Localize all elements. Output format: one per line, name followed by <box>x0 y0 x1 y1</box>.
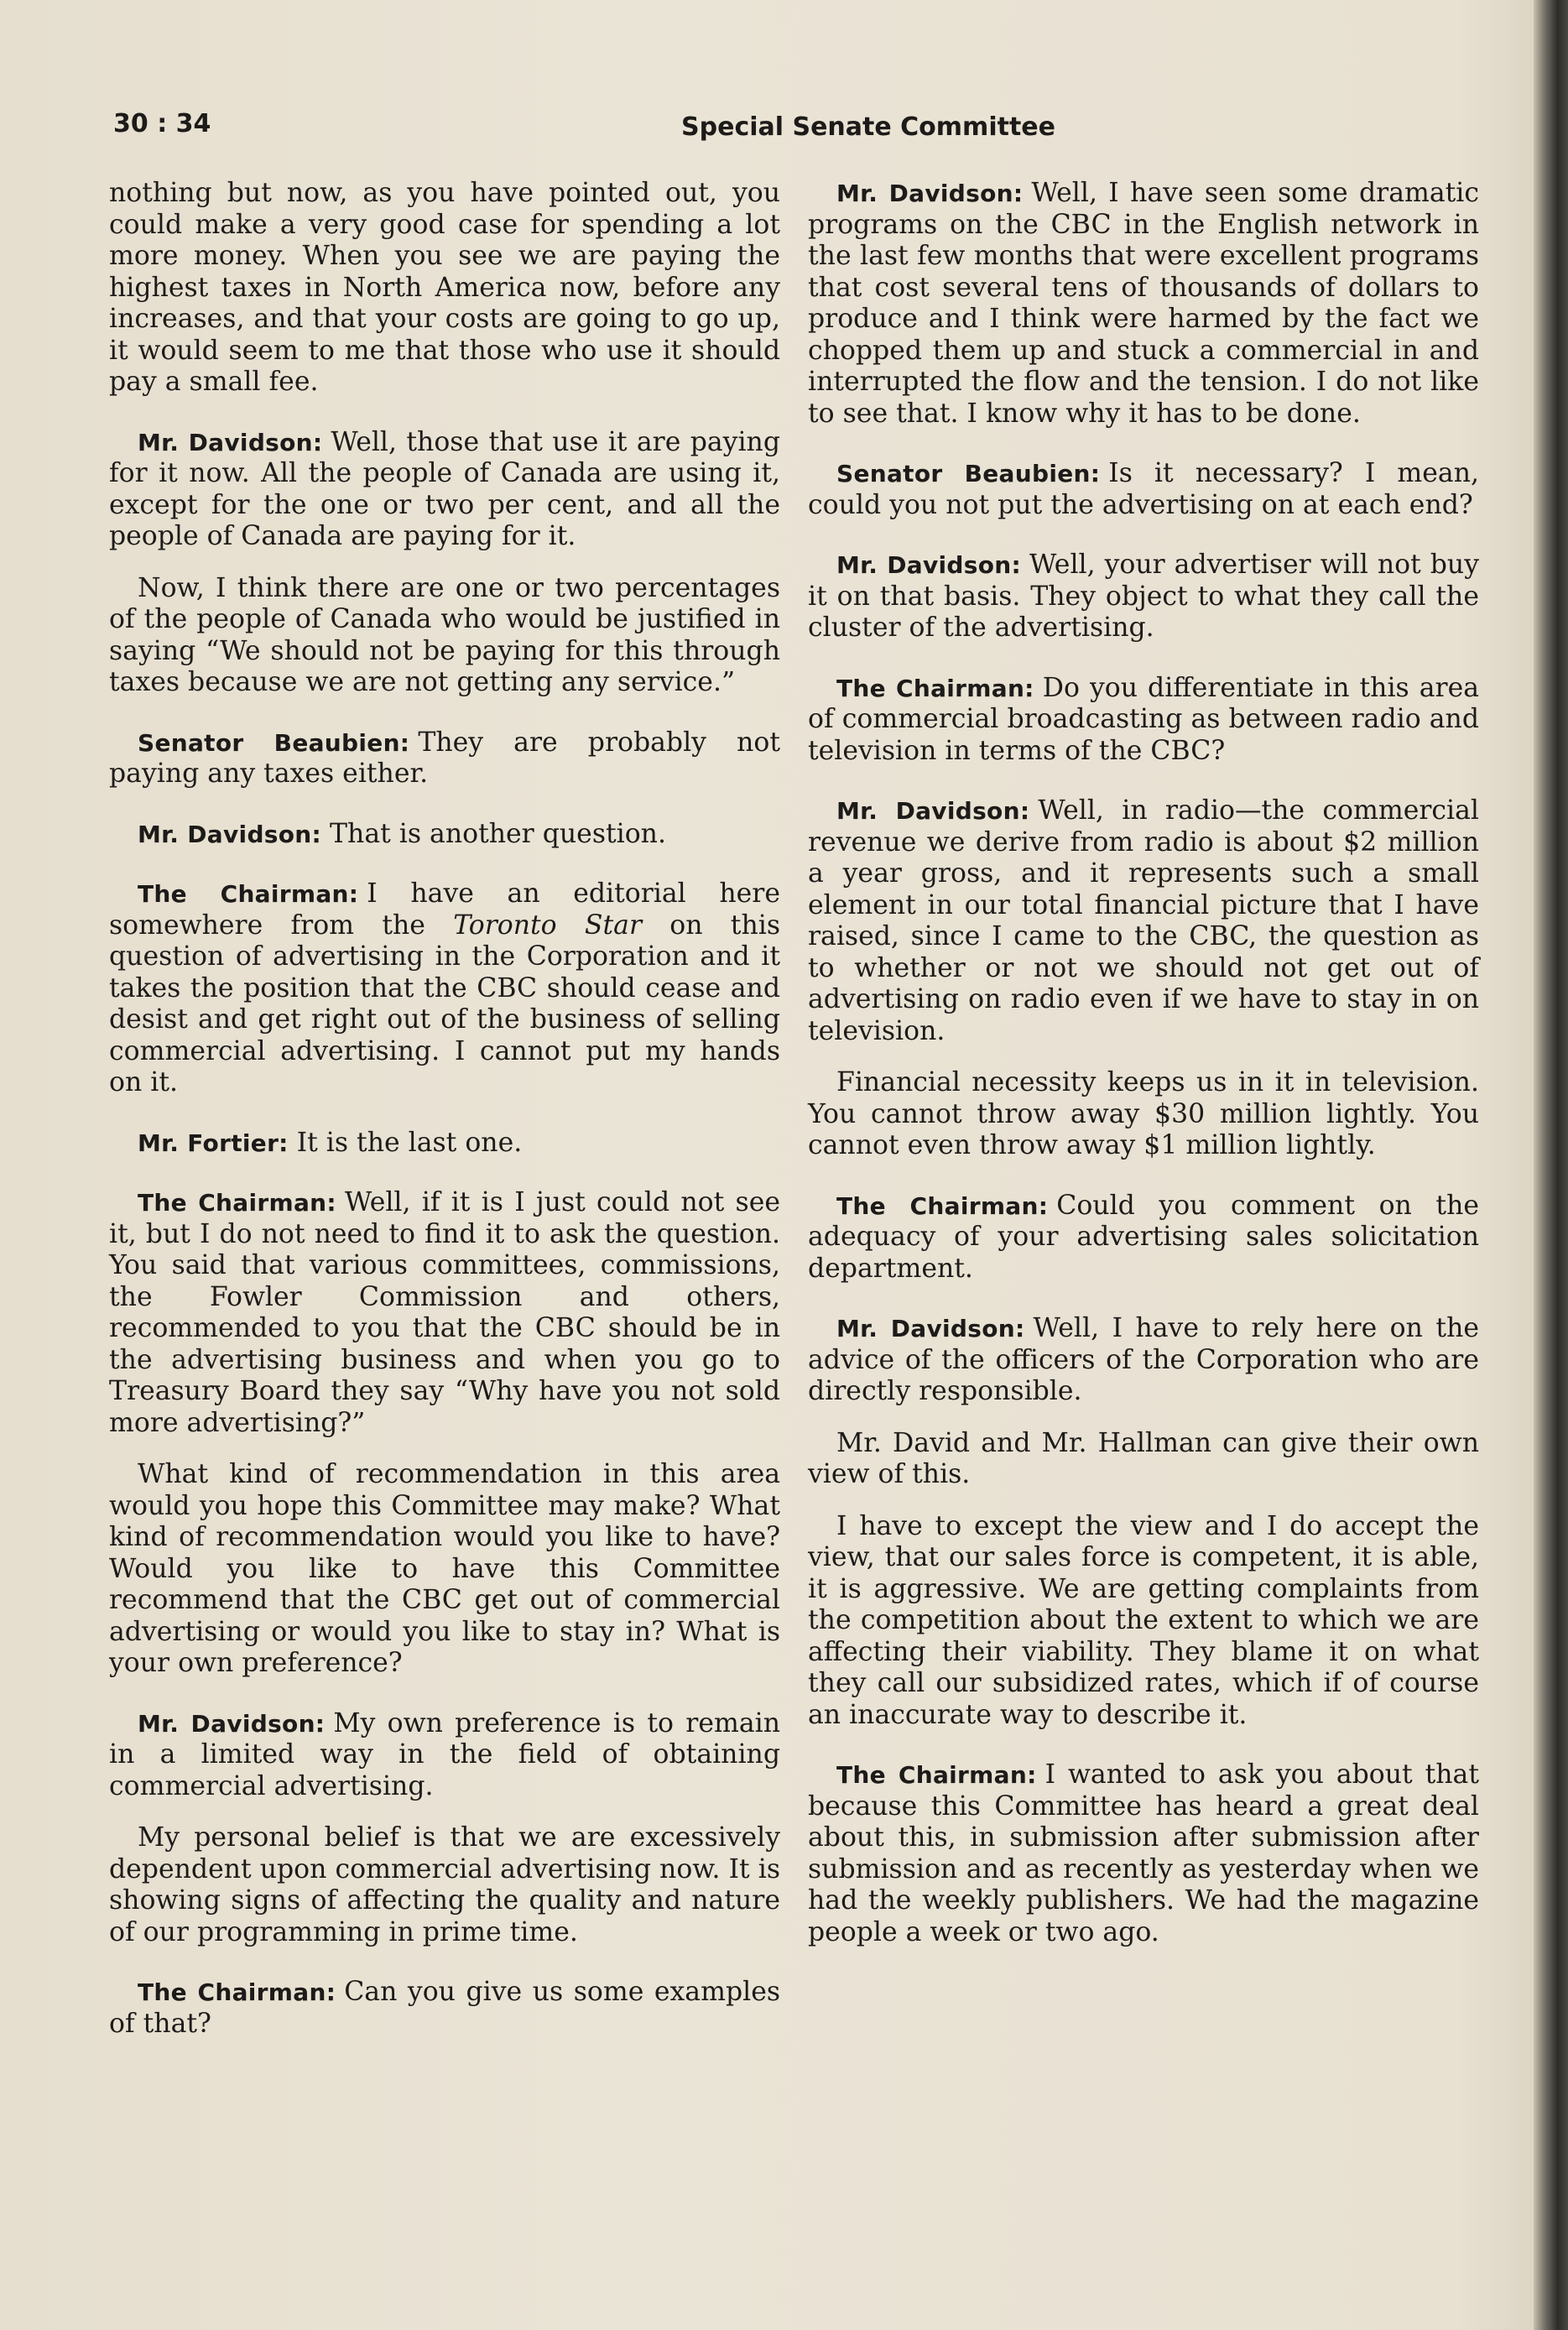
speaker-name: The Chairman: <box>836 1761 1037 1789</box>
speaker-name: The Chairman: <box>138 880 359 908</box>
paragraph-text: My own preference is to remain in a limited way in the field of obtaining commercial advertising. <box>109 1707 781 1801</box>
speaker-name: Senator Beaubien: <box>138 728 410 757</box>
paragraph <box>808 1759 1479 1948</box>
paragraph <box>808 1067 1479 1162</box>
paragraph <box>109 1822 780 1948</box>
paragraph-text: I wanted to ask you about that because this Committee has heard a great deal about this, in submission after submission after submission and as recently as yesterday when we had the weekly publishers. We had the magazine people a week or two ago. <box>808 1759 1480 1947</box>
speaker-name: The Chairman: <box>836 674 1034 702</box>
speaker-name: Mr. Davidson: <box>836 1315 1025 1342</box>
speaker-name: The Chairman: <box>138 1978 336 2006</box>
paragraph <box>109 727 780 790</box>
paragraph <box>109 1128 780 1160</box>
right-column <box>808 178 1479 1968</box>
paragraph-text: Well, in radio—the commercial revenue we derive from radio is about $2 million a year gross, and it represents such a small element in our total financial picture that I have raised, since I came to the CBC, the question as to whether or not we should not get out of advertising on radio even if we have to stay in on television. <box>808 795 1479 1046</box>
paragraph-text: nothing but now, as you have pointed out, you could make a very good case for spending a lot more money. When you see we are paying the highest taxes in North America now, before any increases, and that your costs are going to go up, it would seem to me that those who use it should pay a small fee. <box>109 178 780 397</box>
paragraph <box>808 1511 1479 1732</box>
page-number: 30 : 34 <box>113 109 211 138</box>
paragraph-text: They are probably not paying any taxes either. <box>109 727 780 789</box>
paragraph-text: Well, I have to rely here on the advice of the officers of the Corporation who are directly responsible. <box>808 1313 1479 1406</box>
paragraph-text: Is it necessary? I mean, could you not put the advertising on at each end? <box>808 458 1479 520</box>
paragraph <box>109 1708 780 1803</box>
paragraph <box>109 878 780 1099</box>
speaker-name: Mr. Davidson: <box>138 428 323 456</box>
paragraph <box>808 178 1479 430</box>
paragraph-text: Could you comment on the adequacy of your advertising sales solicitation department. <box>808 1190 1479 1284</box>
paragraph <box>109 1187 780 1439</box>
paragraph-text: My personal belief is that we are excessively dependent upon commercial advertising now. It is showing signs of affecting the quality and nature of our programming in prime time. <box>109 1822 780 1947</box>
paragraph-text: Now, I think there are one or two percentages of the people of Canada who would be justified in saying “We should not be paying for this through taxes because we are not getting any service.” <box>109 572 780 697</box>
paragraph-text: That is another question. <box>330 818 666 849</box>
paragraph <box>808 795 1479 1047</box>
paragraph <box>109 1459 780 1680</box>
paragraph <box>109 819 780 851</box>
running-title: Special Senate Committee <box>681 112 1055 142</box>
paragraph-text: Do you differentiate in this area of commercial broadcasting as between radio and television in terms of the CBC? <box>808 672 1480 766</box>
left-column <box>109 178 780 2060</box>
paragraph-text: What kind of recommendation in this area would you hope this Committee may make? What kind of recommendation would you like to have? Would you like to have this Committee recommend that the CBC get out of commercial advertising or would you like to stay in? What is your own preference? <box>109 1459 780 1678</box>
paragraph <box>109 573 780 699</box>
paragraph <box>808 1191 1479 1285</box>
paragraph-text: It is the last one. <box>296 1127 523 1158</box>
paragraph-text: I have an editorial here somewhere from the <box>109 878 781 941</box>
paragraph <box>808 1313 1479 1408</box>
speaker-name: Senator Beaubien: <box>836 460 1101 487</box>
speaker-name: The Chairman: <box>836 1191 1049 1220</box>
paragraph-text: Well, I have seen some dramatic programs on the CBC in the English network in the last few months that were excellent programs that cost several tens of thousands of dollars to produce and I think were harmed by the fact we chopped them up and stuck a commercial in and interrupted the flow and the tension. I do not like to see that. I know why it has to be done. <box>808 178 1480 429</box>
paragraph <box>808 1428 1479 1491</box>
paragraph-text: Well, if it is I just could not see it, but I do not need to find it to ask the question. You said that various committees, commissions, the Fowler Commission and others, recommended to you that the CBC should be in the advertising business and when you go to Treasury Board they say “Why have you not sold more advertising?” <box>109 1187 780 1438</box>
speaker-name: Mr. Fortier: <box>138 1129 289 1157</box>
paragraph-text: Mr. David and Mr. Hallman can give their own view of this. <box>808 1427 1479 1489</box>
paragraph <box>808 550 1479 644</box>
speaker-name: Mr. Davidson: <box>138 1709 326 1738</box>
speaker-name: Mr. Davidson: <box>836 180 1024 207</box>
paragraph-text: Well, those that use it are paying for it now. All the people of Canada are using it, except for the one or two per cent, and all the people of Canada are paying for it. <box>109 426 780 551</box>
speaker-name: The Chairman: <box>138 1189 336 1217</box>
paragraph <box>109 178 780 399</box>
paragraph <box>808 458 1479 521</box>
paragraph <box>808 673 1479 768</box>
paragraph-text: Financial necessity keeps us in it in television. You cannot throw away $30 million lightly. You cannot even throw away $1 million lightly. <box>808 1067 1479 1160</box>
speaker-name: Mr. Davidson: <box>836 797 1030 825</box>
speaker-name: Mr. Davidson: <box>836 551 1021 579</box>
paragraph-text: on this question of advertising in the Corporation and it takes the position that the CBC should cease and desist and get right out of the business of selling commercial advertising. I cannot put my hands on it. <box>109 910 780 1097</box>
paragraph-text: Can you give us some examples of that? <box>109 1977 780 2039</box>
paragraph <box>109 1977 780 2040</box>
paragraph-text: I have to except the view and I do accept the view, that our sales force is competent, it is able, it is aggressive. We are getting complaints from the competition about the extent to which we are affecting their viability. They blame it on what they call our subsidized rates, which if of course an inaccurate way to describe it. <box>808 1510 1479 1730</box>
paragraph <box>109 427 780 553</box>
paragraph-text: Well, your advertiser will not buy it on that basis. They object to what they call the cluster of the advertising. <box>808 550 1479 643</box>
speaker-name: Mr. Davidson: <box>138 820 322 848</box>
book-spine-shadow <box>1534 0 1568 2330</box>
publication-title: Toronto Star <box>453 910 642 941</box>
page-header <box>113 109 1489 151</box>
